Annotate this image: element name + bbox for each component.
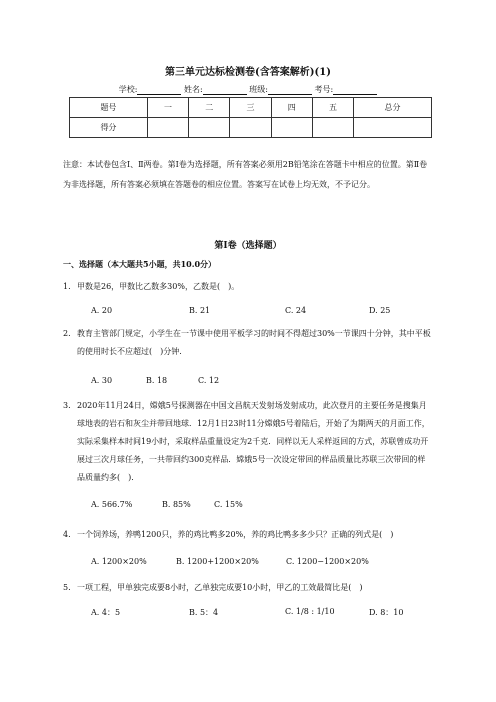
question-number: 4. (63, 530, 71, 539)
exam-no-label: 考号: (314, 85, 334, 94)
question-text: 2020年11月24日，嫦娥5号探测器在中国文昌航天发射场发射成功，此次登月的主要任务是搜集月球地表的岩石和灰尘并带回地球．12月1日23时11分嫦娥5号着陆后，开始了为期两天的月面工作，实际采集样本时间19小时，采取样品重量设定为2千克．同样以无人采样返回的方式，苏联曾成功开展过三次月球任务，一共带回约300克样品．嫦娥5号一次设定带回的样品质量比苏联三次带回的样品质量约多( )． (77, 401, 430, 482)
class-blank[interactable] (268, 86, 312, 95)
header-cell: 一 (147, 98, 188, 118)
option-a[interactable]: A. 4：5 (91, 608, 121, 617)
header-cell: 三 (230, 98, 271, 118)
option-a[interactable]: A. 566.7% (91, 500, 133, 509)
score-cell[interactable] (230, 118, 271, 138)
option-a[interactable]: A. 1200×20% (91, 557, 147, 566)
name-blank[interactable] (203, 86, 247, 95)
option-b[interactable]: B. 85% (162, 500, 191, 509)
question-text: 一项工程，甲单独完成要8小时，乙单独完成要10小时，甲乙的工效最简比是( ) (77, 583, 363, 592)
question-number: 2. (63, 329, 71, 338)
question-text: 教育主管部门规定，小学生在一节课中使用平板学习的时间不得超过30%一节课四十分钟，其中平板的使用时长不应超过( )分钟. (77, 329, 431, 356)
option-b[interactable]: B. 21 (189, 306, 211, 315)
option-a[interactable]: A. 20 (91, 306, 113, 315)
option-a[interactable]: A. 30 (91, 376, 113, 385)
header-cell: 五 (312, 98, 353, 118)
question-1 (63, 278, 433, 296)
name-label: 姓名: (184, 85, 203, 94)
header-cell: 题号 (70, 98, 148, 118)
header-cell: 四 (271, 98, 312, 118)
question-3 (63, 397, 433, 487)
part-title: 一、选择题（本大题共5小题，共10.0分） (63, 259, 217, 269)
option-b[interactable]: B. 5：4 (189, 608, 219, 617)
question-5 (63, 579, 433, 597)
score-cell[interactable] (271, 118, 312, 138)
score-cell[interactable] (189, 118, 230, 138)
score-table-header-row (70, 98, 432, 118)
option-c[interactable]: C. 1200−1200×20% (286, 557, 369, 566)
student-info-line (0, 84, 496, 95)
score-table-score-row (70, 118, 432, 138)
option-c[interactable]: C. 1/8 : 1/10 (285, 607, 335, 616)
question-text: 一个饲养场，养鸭1200只，养的鸡比鸭多20%，养的鸡比鸭多多少只？正确的列式是( ) (77, 530, 394, 539)
option-b[interactable]: B. 1200+1200×20% (176, 557, 259, 566)
question-number: 1. (63, 282, 71, 291)
option-d[interactable]: D. 25 (369, 306, 391, 315)
question-2 (63, 325, 433, 361)
page-title: 第三单元达标检测卷(含答案解析)(1) (165, 67, 331, 78)
question-number: 3. (63, 401, 71, 410)
option-c[interactable]: C. 24 (285, 306, 307, 315)
section-title: 第I卷（选择题） (214, 241, 282, 251)
option-d[interactable]: D. 8：10 (369, 608, 404, 617)
question-number: 5. (63, 583, 71, 592)
option-b[interactable]: B. 18 (146, 376, 168, 385)
header-cell: 总分 (354, 98, 432, 118)
option-c[interactable]: C. 12 (198, 376, 220, 385)
score-row-label: 得分 (70, 118, 148, 138)
question-text: 甲数是26，甲数比乙数多30%，乙数是( )。 (77, 282, 240, 291)
exam-no-blank[interactable] (333, 86, 377, 95)
header-cell: 二 (189, 98, 230, 118)
class-label: 班级: (249, 85, 268, 94)
question-4 (63, 526, 433, 544)
school-label: 学校: (118, 85, 138, 94)
score-table (69, 97, 432, 138)
score-cell[interactable] (312, 118, 353, 138)
score-cell[interactable] (354, 118, 432, 138)
school-blank[interactable] (137, 86, 181, 95)
notice-text: 注意：本试卷包含Ⅰ、Ⅱ两卷。第Ⅰ卷为选择题，所有答案必须用2B铅笔涂在答题卡中相应的位置。第Ⅱ卷为非选择题，所有答案必须填在答题卷的相应位置。答案写在试卷上均无效，不予记分。 (63, 160, 428, 189)
score-cell[interactable] (147, 118, 188, 138)
option-c[interactable]: C. 15% (214, 500, 243, 509)
